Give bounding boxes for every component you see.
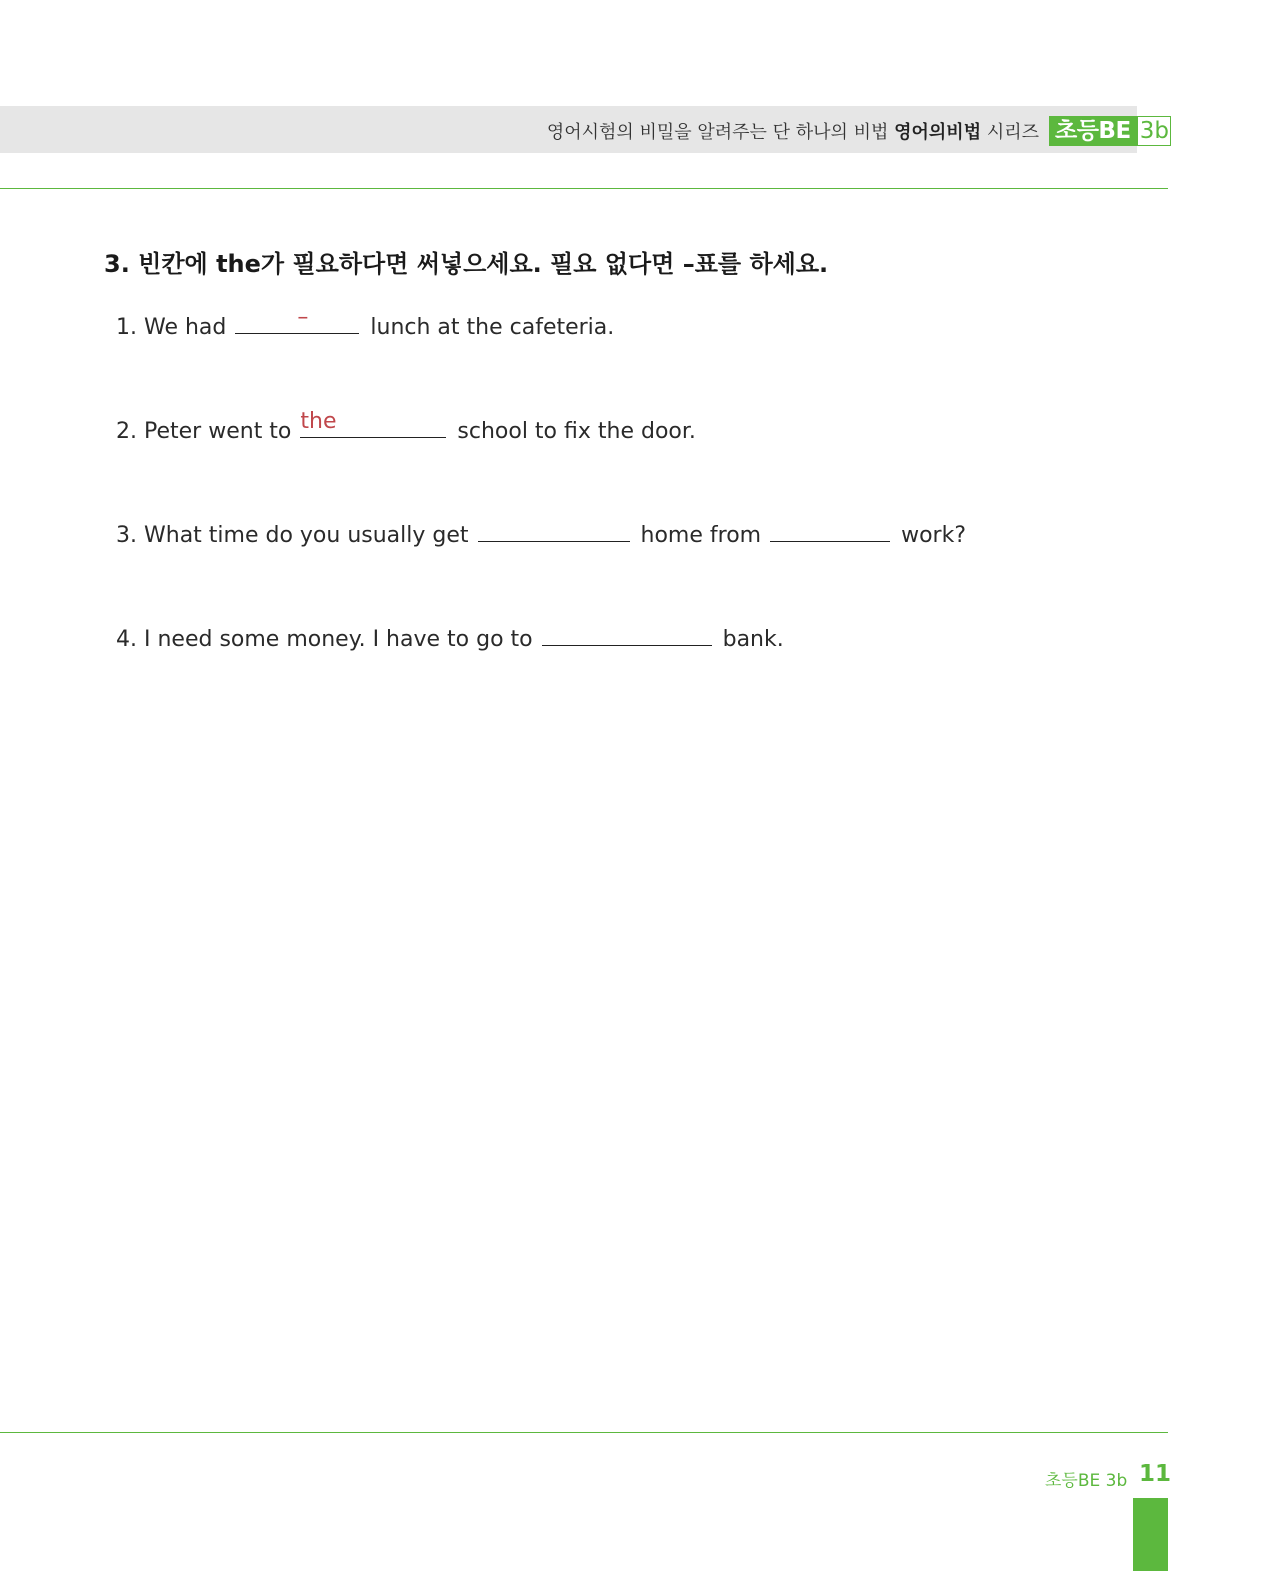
question-number: 1. bbox=[116, 315, 137, 340]
question-1 bbox=[116, 307, 614, 340]
question-number: 2. bbox=[116, 419, 137, 444]
question-text-after: work? bbox=[901, 523, 967, 548]
answer-blank-2[interactable] bbox=[770, 515, 890, 542]
tagline-bold: 영어의비법 bbox=[894, 122, 982, 143]
bottom-divider bbox=[0, 1432, 1168, 1433]
question-2 bbox=[116, 411, 696, 444]
answer-text: the bbox=[300, 409, 337, 434]
answer-blank[interactable] bbox=[235, 307, 359, 334]
page-tab bbox=[1133, 1498, 1168, 1571]
question-text-middle: home from bbox=[640, 523, 762, 548]
answer-blank[interactable] bbox=[542, 619, 712, 646]
question-number: 3. bbox=[116, 523, 137, 548]
answer-blank-1[interactable] bbox=[478, 515, 630, 542]
question-4 bbox=[116, 619, 784, 652]
footer-series: 초등BE 3b bbox=[1045, 1471, 1128, 1491]
series-badge-main: 초등BE bbox=[1049, 116, 1137, 146]
question-text-after: bank. bbox=[722, 627, 784, 652]
question-number: 4. bbox=[116, 627, 137, 652]
question-text-before: We had bbox=[144, 315, 227, 340]
question-text-before: Peter went to bbox=[144, 419, 292, 444]
question-text-after: lunch at the cafeteria. bbox=[370, 315, 615, 340]
tagline-suffix: 시리즈 bbox=[986, 122, 1039, 143]
answer-blank[interactable] bbox=[300, 411, 446, 438]
tagline-prefix: 영어시험의 비밀을 알려주는 단 하나의 비법 bbox=[546, 122, 889, 143]
page-number: 11 bbox=[1139, 1461, 1172, 1487]
series-badge-level: 3b bbox=[1137, 116, 1171, 146]
question-text-before: What time do you usually get bbox=[144, 523, 469, 548]
question-text-before: I need some money. I have to go to bbox=[144, 627, 533, 652]
question-3 bbox=[116, 515, 966, 548]
header-tagline bbox=[547, 118, 1039, 144]
series-badge bbox=[1049, 116, 1171, 146]
question-text-after: school to fix the door. bbox=[457, 419, 696, 444]
section-title: 3. 빈칸에 the가 필요하다면 써넣으세요. 필요 없다면 –표를 하세요. bbox=[104, 250, 829, 278]
top-divider bbox=[0, 188, 1168, 189]
answer-text: – bbox=[297, 305, 309, 330]
